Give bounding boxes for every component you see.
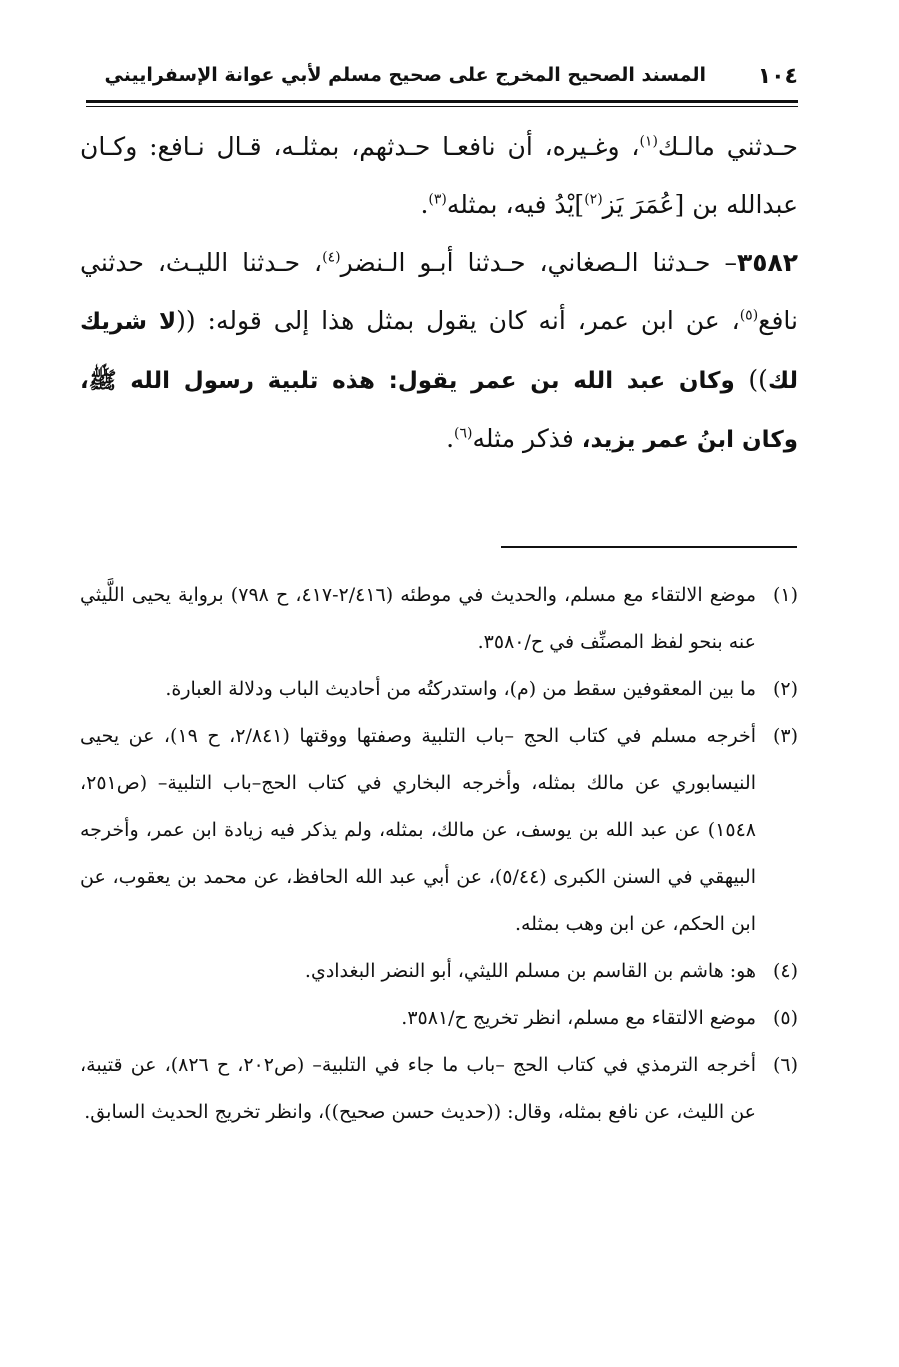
footnote-text: موضع الالتقاء مع مسلم، والحديث في موطئه (٢/٤١٦-٤١٧، ح ٧٩٨) برواية يحيى اللَّيثي عنه بنحو لفظ المصنِّف في ح/٣٥٨٠. <box>80 584 757 653</box>
header-rule <box>86 100 798 103</box>
paragraph-hadith <box>80 234 798 469</box>
footnote-ref-1[interactable]: (١) <box>639 133 658 150</box>
paragraph-continuation <box>80 118 798 234</box>
footnote-ref-4[interactable]: (٤) <box>322 249 341 266</box>
footnote-ref-3[interactable]: (٣) <box>428 191 447 208</box>
hadith-number: ٣٥٨٢ <box>736 248 798 277</box>
main-text <box>80 118 798 469</box>
running-title: المسند الصحيح المخرج على صحيح مسلم لأبي عوانة الإسفراييني <box>104 64 706 86</box>
footnote <box>80 1042 798 1136</box>
footnote <box>80 572 798 666</box>
page-number: ١٠٤ <box>757 64 798 89</box>
footnote-label: (٥) <box>772 1007 798 1029</box>
text-run: – حـدثنا الـصغاني، حـدثنا أبـو الـنضر <box>340 248 737 277</box>
text-run: ]يْدُ فيه، بمثله <box>446 190 585 219</box>
footnote <box>80 995 798 1042</box>
footnote-ref-5[interactable]: (٥) <box>739 307 759 324</box>
footnotes <box>80 572 798 1136</box>
footnote-separator <box>501 546 797 548</box>
page-header <box>80 62 798 100</box>
text-run: ، حـدثنا الليـث، حدثني نافع <box>80 248 798 335</box>
footnote-text: أخرجه الترمذي في كتاب الحج –باب ما جاء في التلبية– (ص٢٠٢، ح ٨٢٦)، عن قتيبة، عن الليث، عن نافع بمثله، وقال: ((حديث حسن صحيح))، وانظر تخريج الحديث السابق. <box>80 1054 756 1123</box>
text-run: فذكر مثله <box>472 424 582 453</box>
footnote-ref-2[interactable]: (٢) <box>584 191 603 208</box>
footnote-text: موضع الالتقاء مع مسلم، انظر تخريج ح/٣٥٨١. <box>401 1007 756 1029</box>
text-run: . <box>420 190 429 219</box>
bold-text: لا شريك لك <box>80 309 798 394</box>
footnote <box>80 948 798 995</box>
footnote-label: (٢) <box>772 678 798 700</box>
footnote-ref-6[interactable]: (٦) <box>454 425 473 442</box>
footnote-label: (٦) <box>772 1054 798 1076</box>
text-run: . <box>446 424 455 453</box>
footnote-label: (٣) <box>772 725 798 747</box>
footnote-text: هو: هاشم بن القاسم بن مسلم الليثي، أبو النضر البغدادي. <box>304 960 756 982</box>
footnote-label: (٤) <box>772 960 798 982</box>
footnote-text: أخرجه مسلم في كتاب الحج –باب التلبية وصفتها ووقتها (٢/٨٤١، ح ١٩)، عن يحيى النيسابوري عن مالك بمثله، وأخرجه البخاري في كتاب الحج–باب التلبية– (ص٢٥١، ١٥٤٨) عن عبد الله بن يوسف، عن مالك، بمثله، ولم يذكر فيه زيادة ابن عمر، وأخرجه البيهقي في السنن الكبرى (٥/٤٤)، عن أبي عبد الله الحافظ، عن محمد بن يعقوب، عن ابن الحكم، عن ابن وهب بمثله. <box>80 725 756 935</box>
text-run: )) <box>734 365 768 394</box>
text-run: حـدثني مالـك <box>657 132 798 161</box>
text-run: ، وغـيره، أن نافعـا حـدثهم، بمثلـه، قـال نـافع: وكـان عبدالله بن [عُمَرَ يَز <box>80 132 798 219</box>
footnote <box>80 713 798 948</box>
header-rule-thin <box>86 106 798 107</box>
footnote-text: ما بين المعقوفين سقط من (م)، واستدركتُه من أحاديث الباب ودلالة العبارة. <box>165 678 756 700</box>
bold-text: وكان عبد الله بن عمر يقول: هذه تلبية رسول الله ﷺ، وكان ابنُ عمر يزيد، <box>80 368 798 453</box>
footnote <box>80 666 798 713</box>
footnote-label: (١) <box>772 584 799 606</box>
text-run: ، عن ابن عمر، أنه كان يقول بمثل هذا إلى قوله: (( <box>176 306 740 335</box>
